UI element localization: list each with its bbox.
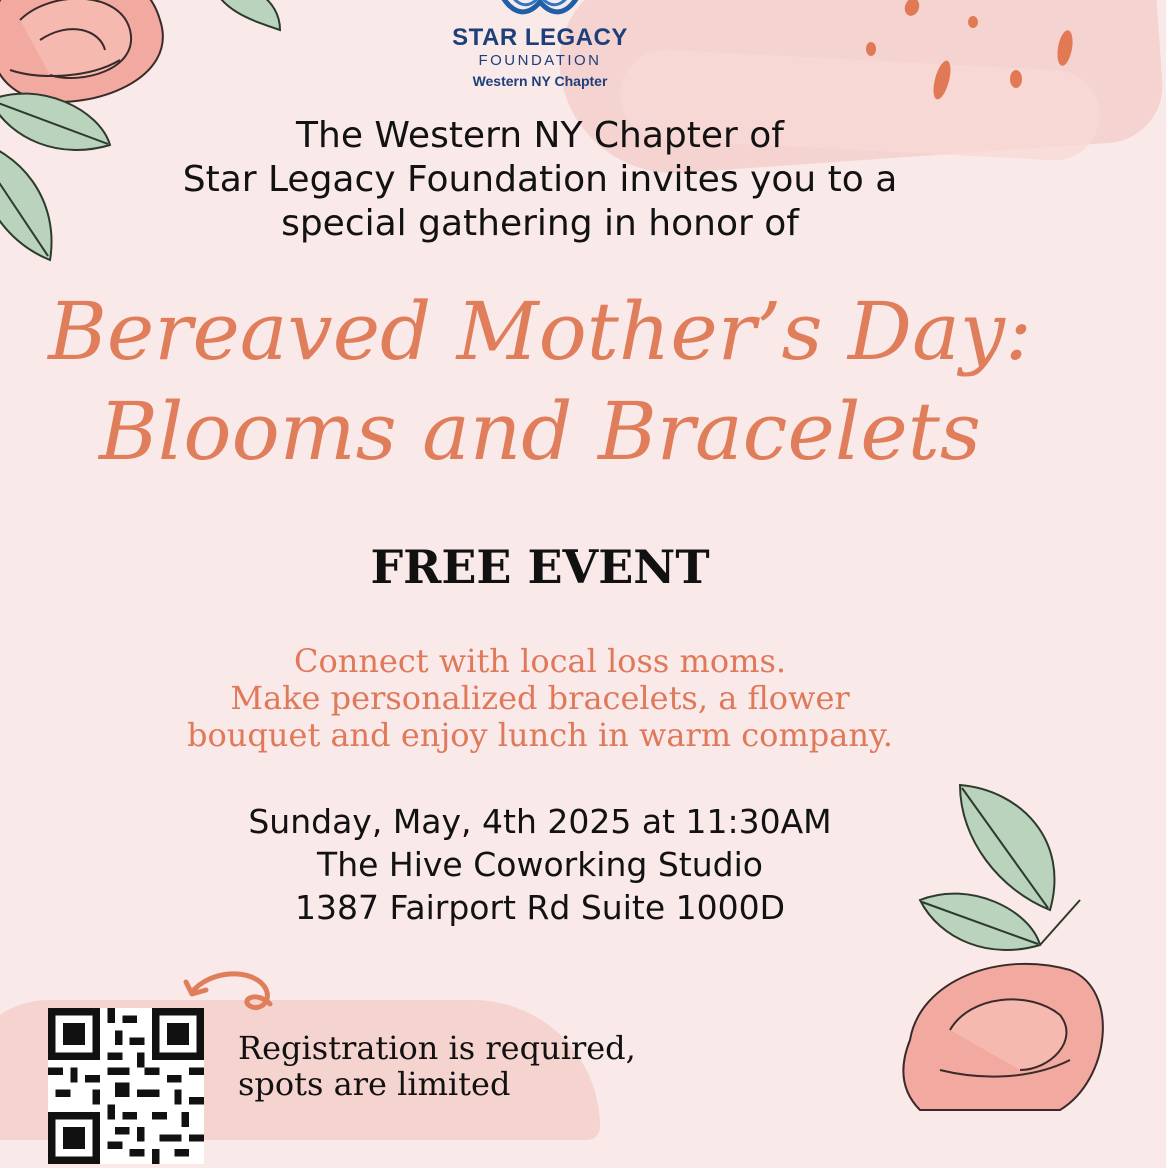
accent-dot — [866, 42, 876, 56]
event-title — [40, 282, 1040, 482]
registration-line: Registration is required, — [238, 1029, 636, 1067]
registration-note — [238, 1030, 658, 1102]
logo-chapter: Western NY Chapter — [472, 73, 608, 89]
intro-line: The Western NY Chapter of — [296, 115, 784, 156]
accent-dot — [1010, 70, 1022, 88]
event-venue: The Hive Coworking Studio — [317, 845, 763, 884]
qr-code-icon[interactable] — [48, 1008, 204, 1164]
logo — [440, 0, 640, 95]
star-legacy-logo-icon — [500, 0, 580, 16]
registration-line: spots are limited — [238, 1065, 511, 1103]
event-details — [190, 800, 890, 929]
event-title-line: Blooms and Bracelets — [99, 385, 981, 478]
description-line: bouquet and enjoy lunch in warm company. — [187, 716, 893, 754]
description-line: Connect with local loss moms. — [293, 642, 787, 680]
logo-name: STAR LEGACY — [452, 24, 628, 51]
qr-code-graphic — [48, 1008, 204, 1164]
event-date-time: Sunday, May, 4th 2025 at 11:30AM — [248, 802, 832, 841]
description-line: Make personalized bracelets, a flower — [230, 679, 850, 717]
accent-dot — [968, 16, 978, 28]
event-title-line: Bereaved Mother’s Day: — [48, 285, 1032, 378]
intro-line: special gathering in honor of — [281, 203, 799, 244]
intro-line: Star Legacy Foundation invites you to a — [182, 159, 898, 200]
intro-text — [140, 114, 940, 246]
logo-foundation: FOUNDATION — [478, 52, 602, 69]
free-event-heading: FREE EVENT — [370, 540, 710, 594]
event-description — [90, 643, 990, 754]
event-address: 1387 Fairport Rd Suite 1000D — [294, 888, 786, 927]
rose-bottom-right-icon — [880, 780, 1100, 1100]
